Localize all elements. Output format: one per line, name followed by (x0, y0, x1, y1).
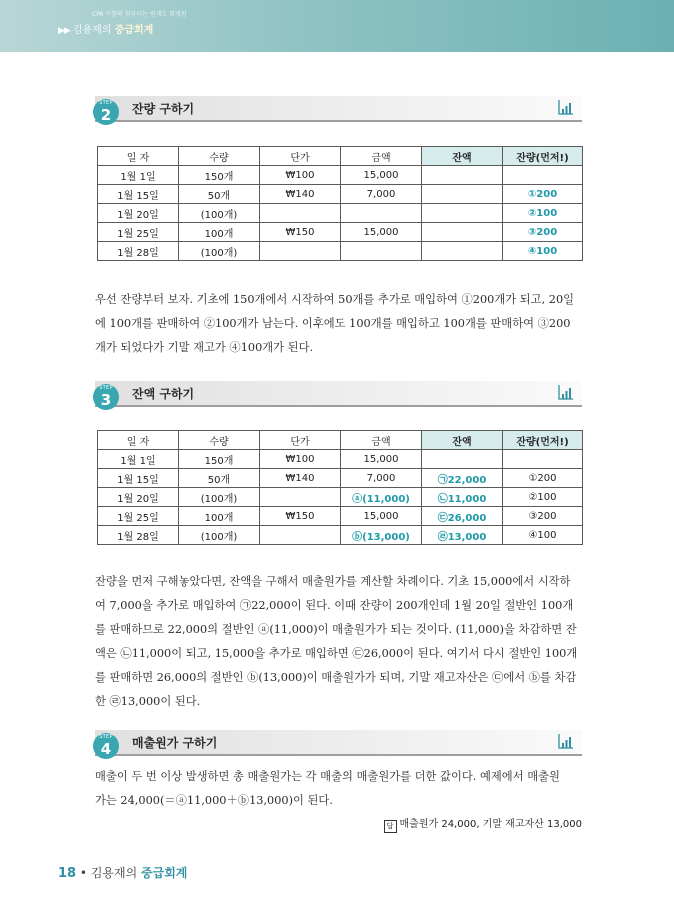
col-date: 일 자 (98, 431, 179, 450)
col-qty: 수량 (179, 431, 260, 450)
table-header-row (98, 431, 583, 450)
bar-chart-icon (558, 733, 574, 749)
step-2-badge: STEP 2 (93, 99, 119, 125)
header-book: 중급회계 (114, 25, 154, 36)
col-date: 일 자 (98, 147, 179, 166)
step-3-header (95, 381, 582, 407)
step-4-explanation: 매출이 두 번 이상 발생하면 총 매출원가는 각 매출의 매출원가를 더한 값이다. 예제에서 매출원 가는 24,000(＝ⓐ11,000＋ⓑ13,000)이 된다. (95, 770, 560, 807)
answer-icon: 답 (384, 820, 397, 833)
balance-qty-table (97, 146, 583, 261)
step-4-header (95, 730, 582, 756)
col-remaining-qty: 잔량(먼저!) (503, 431, 583, 450)
table-row: 1월 25일 100개 ₩150 15,000 ㉢26,000 ③200 (98, 507, 583, 526)
table-row: 1월 1일 150개 ₩100 15,000 (98, 450, 583, 469)
header-subtitle: CPA 수험의 첨부터는 원재도 회계원 (92, 11, 187, 18)
header-author: 김용재의 (72, 25, 112, 36)
table-row: 1월 15일 50개 ₩140 7,000 ㉠22,000 ①200 (98, 469, 583, 488)
col-qty: 수량 (179, 147, 260, 166)
header-breadcrumb (58, 21, 153, 36)
step-3-title: 잔액 구하기 (132, 387, 195, 401)
answer-line (384, 815, 582, 833)
table-row: 1월 28일 (100개) ⓑ(13,000) ㉣13,000 ④100 (98, 526, 583, 545)
step-2-title: 잔량 구하기 (132, 102, 195, 116)
col-price: 단가 (260, 431, 341, 450)
bar-chart-icon (558, 99, 574, 115)
step-4-badge: STEP 4 (93, 733, 119, 759)
table-row: 1월 20일 (100개) ⓐ(11,000) ㉡11,000 ②100 (98, 488, 583, 507)
table-row: 1월 20일 (100개) ②100 (98, 204, 583, 223)
footer-author: 김용재의 (90, 866, 138, 880)
col-balance: 잔액 (422, 147, 503, 166)
col-amount: 금액 (341, 431, 422, 450)
table-header-row (98, 147, 583, 166)
col-balance: 잔액 (422, 431, 503, 450)
step-2-explanation: 우선 잔량부터 보자. 기초에 150개에서 시작하여 50개를 추가로 매입하여 ①200개가 되고, 20일 에 100개를 판매하여 ②100개가 남는다. 이후에도 100개를 매입하고 100개를 판매하여 ③200 개가 되었다가 기말 재고가 ④100개가 된다. (95, 293, 575, 354)
step-3-badge: STEP 3 (93, 384, 119, 410)
table-row: 1월 1일 150개 ₩100 15,000 (98, 166, 583, 185)
step-3-explanation: 잔량을 먼저 구해놓았다면, 잔액을 구해서 매출원가를 계산할 차례이다. 기초 15,000에서 시작하 여 7,000을 추가로 매입하여 ㉠22,000이 된다. 이때 잔량이 200개인데 1월 20일 절반인 100개 를 판매하므로 22,000의 절반인 ⓐ(11,000)이 매출원가가 되는 것이다. (11,000)을 차감하면 잔 액은 ㉡11,000이 되고, 15,000을 추가로 매입하면 ㉢26,000이 된다. 여기서 다시 절반인 100개 를 판매하면 26,000의 절반인 ⓑ(13,000)이 매출원가가 되며, 기말 재고자산은 ㉢에서 ⓑ를 차감 한 ㉣13,000이 된다. (95, 575, 578, 708)
page-footer (58, 864, 187, 881)
bar-chart-icon (558, 384, 574, 400)
step-4-title: 매출원가 구하기 (132, 736, 218, 750)
balance-amount-table (97, 430, 583, 545)
col-price: 단가 (260, 147, 341, 166)
footer-book: 중급회계 (141, 866, 188, 880)
col-remaining-qty: 잔량(먼저!) (503, 147, 583, 166)
arrow-icon: ▶▶ (58, 26, 70, 36)
step-2-header (95, 96, 582, 122)
table-row: 1월 28일 (100개) ④100 (98, 242, 583, 261)
table-row: 1월 15일 50개 ₩140 7,000 ①200 (98, 185, 583, 204)
table-row: 1월 25일 100개 ₩150 15,000 ③200 (98, 223, 583, 242)
footer-bullet: • (79, 866, 87, 880)
col-amount: 금액 (341, 147, 422, 166)
page-number: 18 (58, 866, 77, 881)
answer-text: 매출원가 24,000, 기말 재고자산 13,000 (399, 819, 582, 830)
